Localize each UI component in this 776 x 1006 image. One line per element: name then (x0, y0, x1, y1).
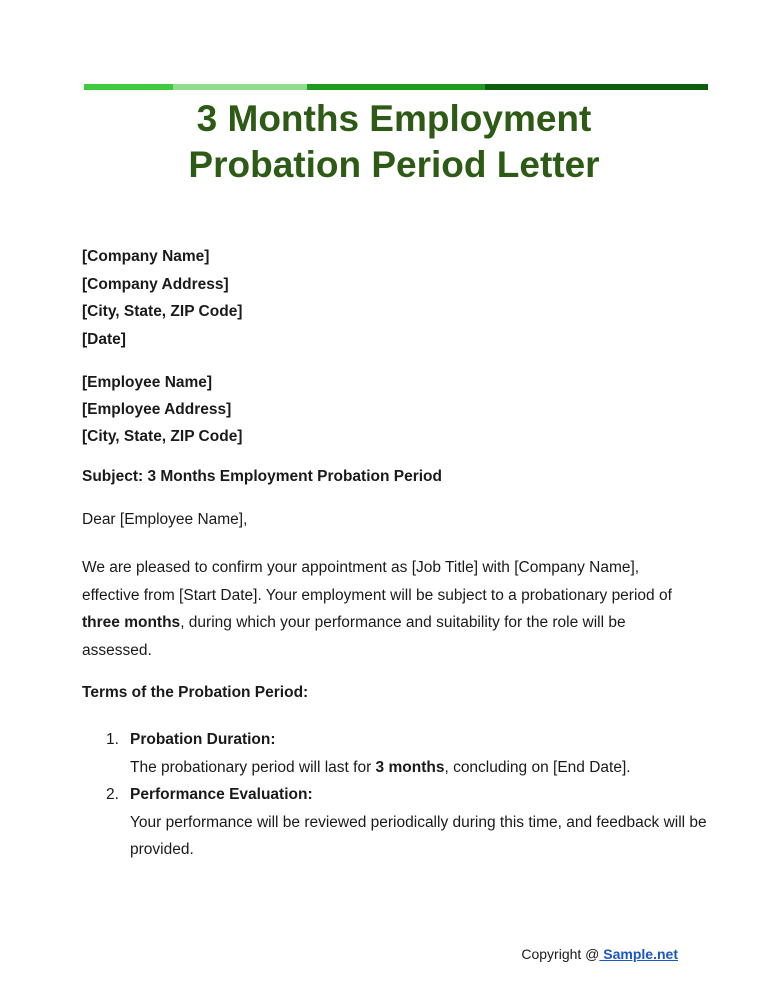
decorative-color-bar (84, 84, 708, 90)
list-item (82, 781, 712, 864)
list-item (82, 726, 712, 781)
company-name: [Company Name] (82, 248, 210, 265)
letter-subject: Subject: 3 Months Employment Probation Period (82, 468, 442, 485)
color-bar-segment (84, 84, 173, 90)
list-item-title: Performance Evaluation: (130, 786, 313, 803)
employee-name: [Employee Name] (82, 374, 213, 391)
sample-net-link[interactable]: Sample.net (599, 946, 678, 962)
body-text-part1: We are pleased to confirm your appointment as [Job Title] with [Company Name], effective from [Start Date]. Your employment will be subject to a probationary period of (82, 559, 672, 604)
title-line-2: Probation Period Letter (188, 144, 600, 185)
list-item-title: Probation Duration: (130, 731, 276, 748)
body-text-part2: , during which your performance and suitability for the role will be assessed. (82, 614, 626, 660)
copyright-text: Copyright @ (521, 946, 600, 962)
list-item-description: Your performance will be reviewed periodically during this time, and feedback will be provided. (130, 813, 707, 858)
title-line-1: 3 Months Employment (196, 98, 592, 139)
company-city: [City, State, ZIP Code] (82, 303, 243, 320)
desc-text: The probationary period will last for (130, 758, 376, 776)
color-bar-segment (173, 84, 307, 90)
terms-heading: Terms of the Probation Period: (82, 684, 309, 701)
list-item-number: 1. (106, 731, 119, 748)
terms-list (82, 726, 712, 864)
desc-text: , concluding on [End Date]. (444, 758, 631, 776)
footer-copyright (521, 946, 678, 962)
color-bar-segment (485, 84, 708, 90)
document-title (84, 96, 704, 188)
body-text-bold: three months (82, 614, 181, 632)
desc-bold: 3 months (375, 758, 445, 776)
list-item-description (130, 754, 712, 782)
employee-address: [Employee Address] (82, 401, 232, 418)
employee-info (82, 369, 242, 450)
body-paragraph (82, 554, 697, 665)
employee-city: [City, State, ZIP Code] (82, 428, 243, 445)
salutation: Dear [Employee Name], (82, 511, 248, 528)
list-item-number: 2. (106, 786, 119, 803)
company-address: [Company Address] (82, 275, 229, 293)
company-info (82, 243, 242, 353)
letter-date: [Date] (82, 330, 126, 348)
color-bar-segment (307, 84, 485, 90)
